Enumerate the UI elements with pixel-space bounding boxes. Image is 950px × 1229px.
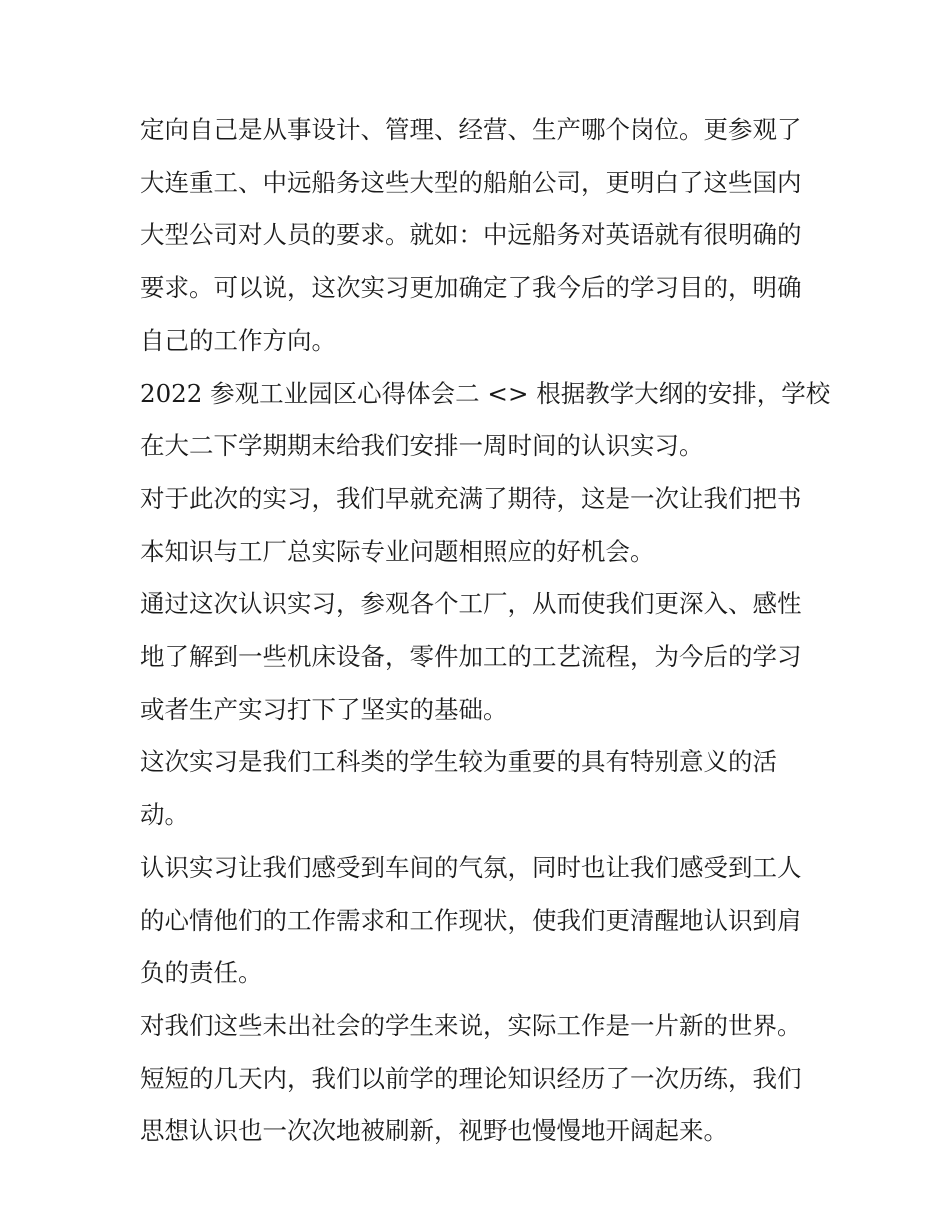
paragraph — [140, 368, 831, 473]
text-line: 大连重工、中远船务这些大型的船舶公司，更明白了这些国内 — [140, 167, 802, 197]
text-line: 负的责任。 — [140, 958, 263, 988]
text-line: 对我们这些未出社会的学生来说，实际工作是一片新的世界。 — [140, 1010, 802, 1040]
document-body — [140, 104, 831, 1158]
text-line: 这次实习是我们工科类的学生较为重要的具有特别意义的活 — [140, 747, 777, 777]
text-line: 思想认识也一次次地被刷新，视野也慢慢地开阔起来。 — [140, 1116, 728, 1146]
text-line: 自己的工作方向。 — [140, 325, 336, 355]
text-line: 对于此次的实习，我们早就充满了期待，这是一次让我们把书 — [140, 483, 802, 513]
paragraph — [140, 1000, 820, 1053]
text-line: 2022 参观工业园区心得体会二 <> 根据教学大纲的安排，学校 — [140, 378, 831, 408]
paragraph — [140, 104, 820, 368]
text-line: 动。 — [140, 800, 189, 830]
text-line: 在大二下学期期末给我们安排一周时间的认识实习。 — [140, 431, 704, 461]
paragraph — [140, 1053, 820, 1158]
text-line: 本知识与工厂总实际专业问题相照应的好机会。 — [140, 536, 655, 566]
paragraph — [140, 736, 820, 841]
text-line: 通过这次认识实习，参观各个工厂，从而使我们更深入、感性 — [140, 589, 802, 619]
text-line: 大型公司对人员的要求。就如：中远船务对英语就有很明确的 — [140, 220, 802, 250]
paragraph — [140, 578, 820, 736]
text-line: 认识实习让我们感受到车间的气氛，同时也让我们感受到工人 — [140, 852, 802, 882]
text-line: 的心情他们的工作需求和工作现状，使我们更清醒地认识到肩 — [140, 905, 802, 935]
text-line: 短短的几天内，我们以前学的理论知识经历了一次历练，我们 — [140, 1063, 802, 1093]
text-line: 定向自己是从事设计、管理、经营、生产哪个岗位。更参观了 — [140, 115, 802, 144]
paragraph — [140, 473, 820, 578]
text-line: 要求。可以说，这次实习更加确定了我今后的学习目的，明确 — [140, 273, 802, 303]
text-line: 地了解到一些机床设备，零件加工的工艺流程，为今后的学习 — [140, 642, 802, 672]
text-line: 或者生产实习打下了坚实的基础。 — [140, 694, 508, 724]
paragraph — [140, 842, 820, 1000]
